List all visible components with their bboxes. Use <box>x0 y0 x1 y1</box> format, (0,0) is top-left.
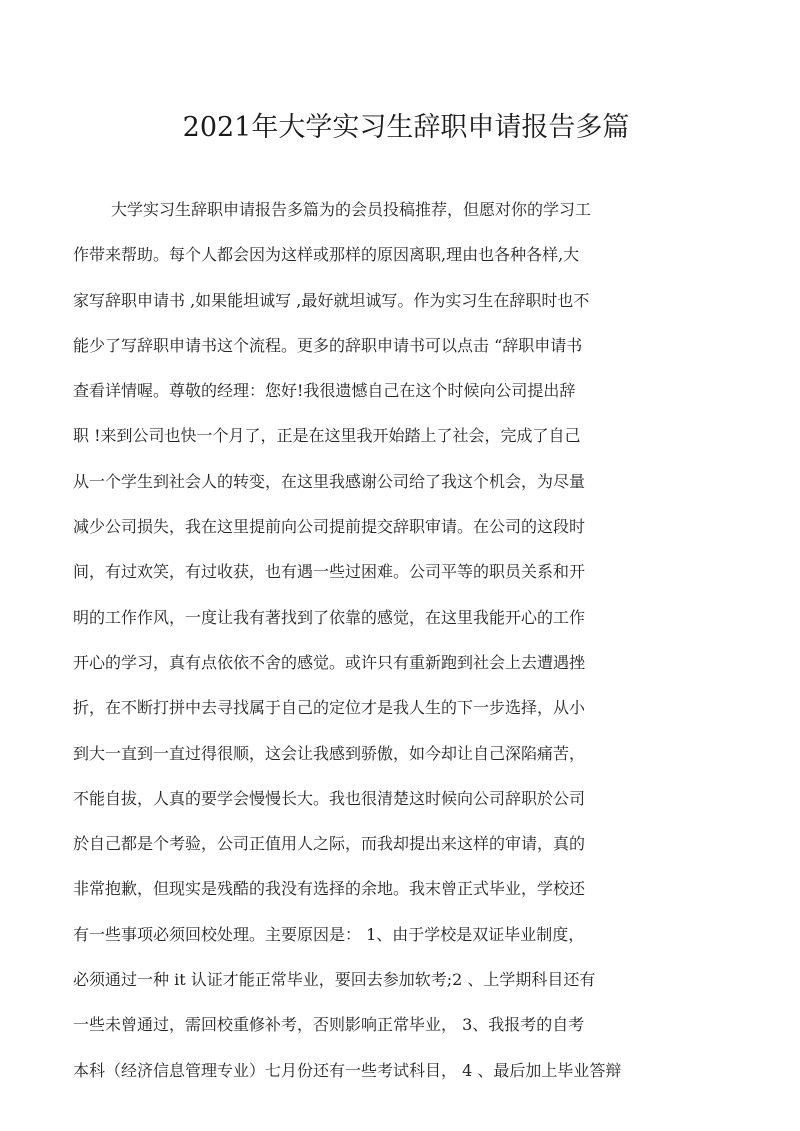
body-line: 家写辞职申请书 ,如果能坦诚写 ,最好就坦诚写。作为实习生在辞职时也不 <box>73 290 590 310</box>
document-title: 2021年大学实习生辞职申请报告多篇 <box>182 112 630 143</box>
body-line: 到大一直到一直过得很顺，这会让我感到骄傲，如今却让自己深陷痛苦， <box>73 743 586 763</box>
body-line: 非常抱歉，但现实是残酷的我没有选择的余地。我末曾正式毕业，学校还 <box>73 879 586 899</box>
body-line: 间，有过欢笑，有过收获，也有遇一些过困难。公司平等的职员关系和开 <box>73 562 586 582</box>
body-line: 职 !来到公司也快一个月了，正是在这里我开始踏上了社会，完成了自己 <box>73 426 581 446</box>
body-line: 折，在不断打拼中去寻找属于自己的定位才是我人生的下一步选择，从小 <box>73 698 586 718</box>
body-line: 作带来帮助。每个人都会因为这样或那样的原因离职,理由也各种各样,大 <box>73 245 580 265</box>
body-line: 能少了写辞职申请书这个流程。更多的辞职申请书可以点击 “辞职申请书 <box>73 335 583 355</box>
document-body <box>73 193 703 1099</box>
body-line: 本科（经济信息管理专业）七月份还有一些考试科目， 4 、最后加上毕业答辩 <box>73 1060 622 1080</box>
body-line: 必须通过一种 it 认证才能正常毕业，要回去参加软考;2 、上学期科目还有 <box>73 970 596 990</box>
body-line: 一些未曾通过，需回校重修补考，否则影响正常毕业， 3、我报考的自考 <box>73 1015 585 1035</box>
body-line: 从一个学生到社会人的转变，在这里我感谢公司给了我这个机会，为尽量 <box>73 471 586 491</box>
body-line: 开心的学习，真有点依依不舍的感觉。或许只有重新跑到社会上去遭遇挫 <box>73 652 586 672</box>
body-line: 不能自拔，人真的要学会慢慢长大。我也很清楚这时候向公司辞职於公司 <box>73 788 586 808</box>
body-line: 大学实习生辞职申请报告多篇为的会员投稿推荐，但愿对你的学习工 <box>111 200 592 219</box>
body-line: 於自己都是个考验，公司正值用人之际，而我却提出来这样的审请，真的 <box>73 834 586 854</box>
body-line: 有一些事项必须回校处理。主要原因是： 1、由于学校是双证毕业制度， <box>73 924 585 944</box>
body-line: 明的工作作风，一度让我有著找到了依靠的感觉，在这里我能开心的工作 <box>73 607 586 627</box>
body-line: 减少公司损失，我在这里提前向公司提前提交辞职审请。在公司的这段时 <box>73 517 586 537</box>
body-line: 查看详情喔。尊敬的经理：您好!我很遗憾自己在这个时候向公司提出辞 <box>73 381 576 401</box>
